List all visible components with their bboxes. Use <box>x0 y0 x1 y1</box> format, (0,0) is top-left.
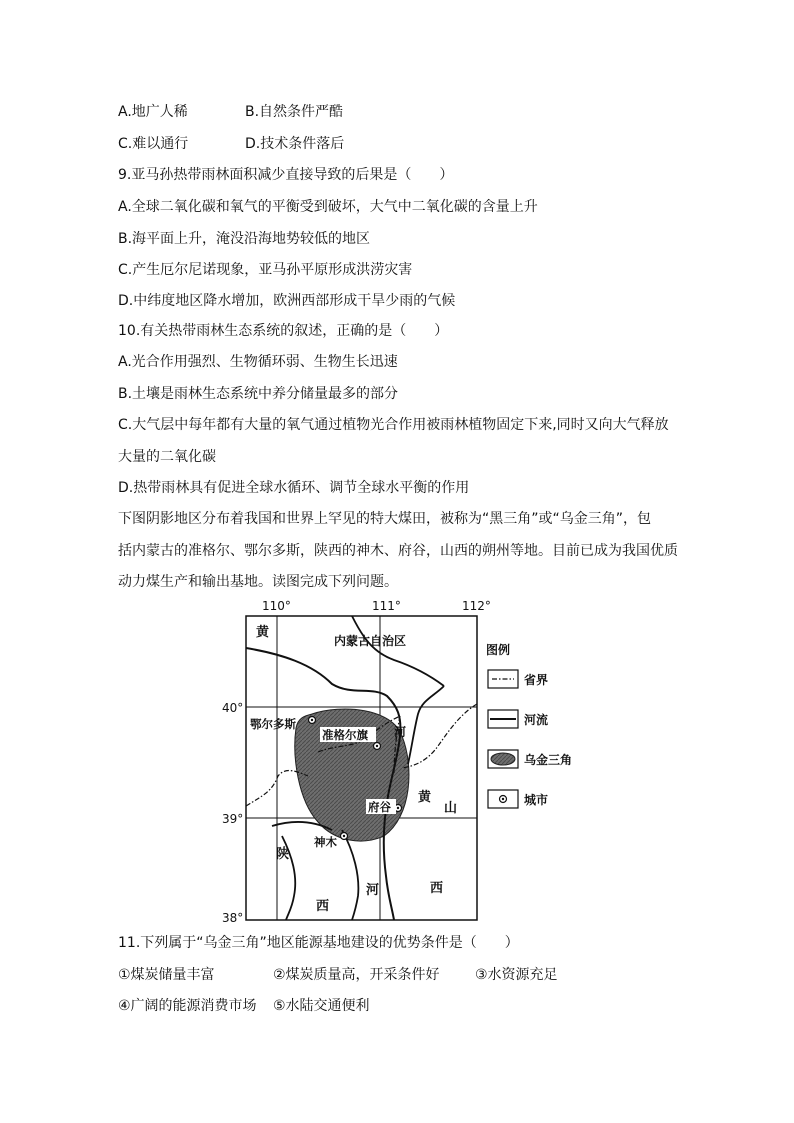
q8-option-d: D.技术条件落后 <box>245 136 345 152</box>
legend-label-city: 城市 <box>524 793 549 807</box>
legend-symbol-city-dot <box>502 798 504 800</box>
q11-option-2: ②煤炭质量高，开采条件好 <box>273 967 440 983</box>
tributary-north <box>352 616 444 686</box>
city-ordos-marker <box>309 717 316 724</box>
q10-option-a: A.光合作用强烈、生物循环弱、生物生长迅速 <box>118 354 398 370</box>
q10-option-d: D.热带雨林具有促进全球水循环、调节全球水平衡的作用 <box>118 480 470 496</box>
intro-line3: 动力煤生产和输出基地。读图完成下列问题。 <box>118 574 398 590</box>
label-shaan: 陕 <box>276 847 290 862</box>
q8-option-b: B.自然条件严酷 <box>245 104 344 120</box>
q11-stem: 11.下列属于“乌金三角”地区能源基地建设的优势条件是（ ） <box>118 935 519 951</box>
q10-stem: 10.有关热带雨林生态系统的叙述，正确的是（ ） <box>118 323 449 339</box>
q11-option-1: ①煤炭储量丰富 <box>118 967 215 983</box>
q9-option-a: A.全球二氧化碳和氧气的平衡受到破坏，大气中二氧化碳的含量上升 <box>118 199 538 215</box>
q9-option-b: B.海平面上升，淹没沿海地势较低的地区 <box>118 231 371 247</box>
q10-option-c-line2: 大量的二氧化碳 <box>118 449 216 465</box>
q10-option-b: B.土壤是雨林生态系统中养分储量最多的部分 <box>118 386 399 402</box>
label-shenmu: 神木 <box>314 835 337 849</box>
intro-line1: 下图阴影地区分布着我国和世界上罕见的特大煤田，被称为“黑三角”或“乌金三角”，包 <box>118 511 652 527</box>
legend-label-triangle: 乌金三角 <box>524 753 573 767</box>
q10-option-c-line1: C.大气层中每年都有大量的氧气通过植物光合作用被雨林植物固定下来,同时又向大气释放 <box>118 417 669 433</box>
q11-option-5: ⑤水陆交通便利 <box>273 998 370 1014</box>
city-shenmu-marker <box>341 833 348 840</box>
q8-option-a: A.地广人稀 <box>118 104 188 120</box>
lon-label-112: 112° <box>462 599 491 613</box>
legend-title: 图例 <box>486 643 511 657</box>
q8-option-c: C.难以通行 <box>118 136 189 152</box>
label-huang-right: 黄 <box>418 790 432 805</box>
legend-symbol-triangle <box>491 753 515 765</box>
label-huang-top: 黄 <box>256 625 270 640</box>
tributary-east <box>408 686 444 764</box>
q9-option-d: D.中纬度地区降水增加，欧洲西部形成干旱少雨的气候 <box>118 293 456 309</box>
lon-label-110: 110° <box>262 599 291 613</box>
lat-label-38: 38° <box>222 911 244 925</box>
tributary-south <box>342 830 358 920</box>
q9-stem: 9.亚马孙热带雨林面积减少直接导致的后果是（ ） <box>118 167 454 183</box>
legend-label-river: 河流 <box>524 713 549 727</box>
city-zhungeer-marker <box>374 743 381 750</box>
label-neimenggu: 内蒙古自治区 <box>334 634 407 648</box>
intro-line2: 括内蒙古的准格尔、鄂尔多斯，陕西的神木、府谷，山西的朔州等地。目前已成为我国优质 <box>118 543 678 559</box>
label-zhungeer: 准格尔旗 <box>322 728 368 742</box>
label-he-upper: 河 <box>394 725 407 739</box>
label-ordos: 鄂尔多斯 <box>250 717 296 731</box>
legend-label-boundary: 省界 <box>524 673 549 687</box>
label-fugu: 府谷 <box>368 800 391 814</box>
q11-option-3: ③水资源充足 <box>475 967 558 983</box>
lat-label-39: 39° <box>222 812 244 826</box>
lon-label-111: 111° <box>372 599 401 613</box>
wujin-triangle-map <box>222 596 612 926</box>
lat-label-40: 40° <box>222 701 244 715</box>
label-shan-right: 山 <box>444 801 458 816</box>
label-xi-right: 西 <box>430 881 444 896</box>
label-xi-left: 西 <box>316 899 330 914</box>
label-he-lower: 河 <box>366 883 380 898</box>
q9-option-c: C.产生厄尔尼诺现象，亚马孙平原形成洪涝灾害 <box>118 262 413 278</box>
q11-option-4: ④广阔的能源消费市场 <box>118 998 257 1014</box>
